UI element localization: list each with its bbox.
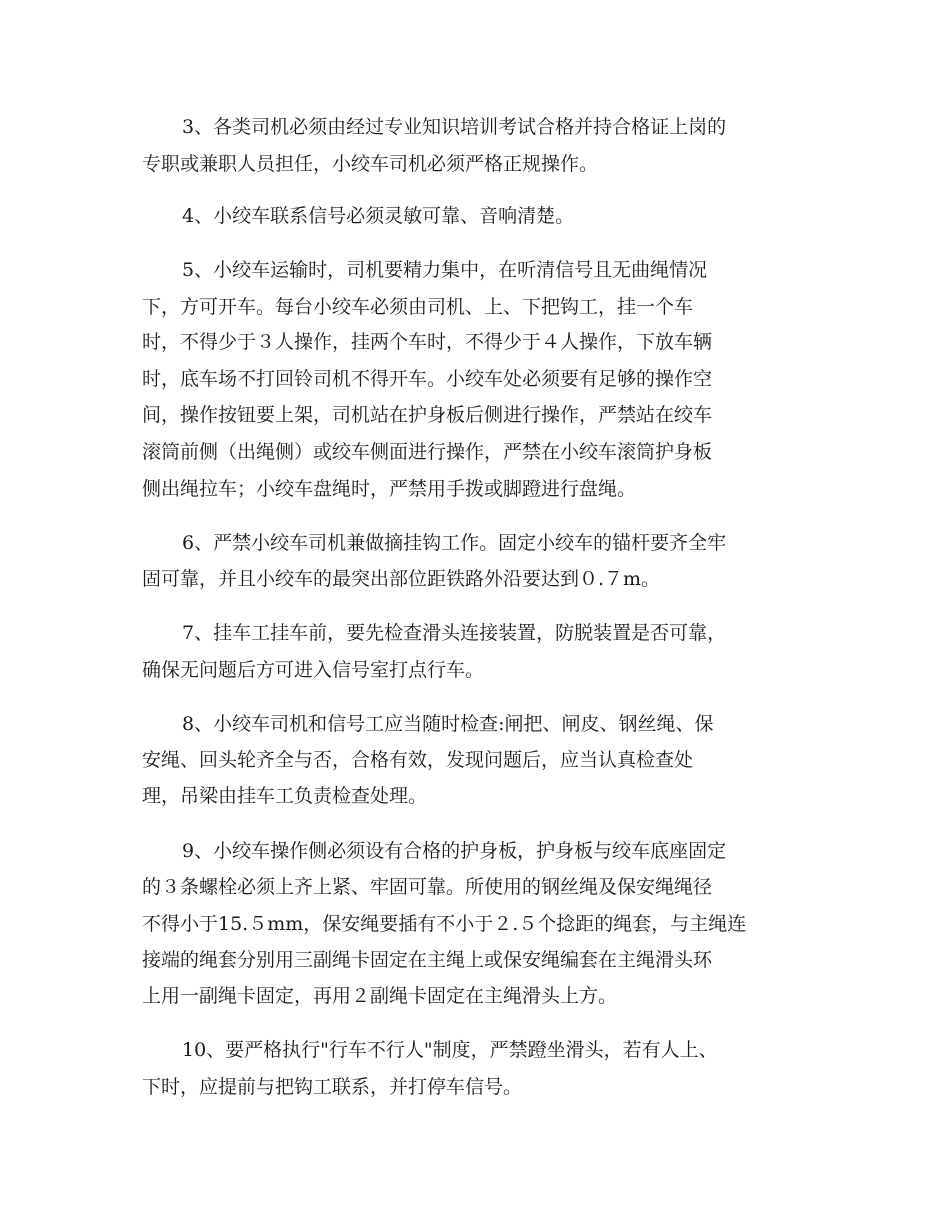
text-line: 专职或兼职人员担任，小绞车司机必须严格正规操作。 [142, 153, 599, 175]
text-line: 时，不得少于３人操作，挂两个车时，不得少于４人操作，下放车辆 [142, 331, 713, 353]
text-line: 不得小于15.５mm，保安绳要插有不小于２.５个捻距的绳套，与主绳连 [142, 913, 747, 935]
text-line: 7、挂车工挂车前，要先检查滑头连接装置，防脱装置是否可靠， [182, 622, 727, 644]
text-line: 5、小绞车运输时，司机要精力集中，在听清信号且无曲绳情况 [182, 259, 708, 281]
text-line: 接端的绳套分别用三副绳卡固定在主绳上或保安绳编套在主绳滑头环 [142, 949, 713, 971]
text-line: 下时，应提前与把钩工联系，并打停车信号。 [142, 1076, 523, 1098]
text-line: 3、各类司机必须由经过专业知识培训考试合格并持合格证上岗的 [182, 116, 727, 138]
text-line: 4、小绞车联系信号必须灵敏可靠、音响清楚。 [182, 205, 575, 227]
text-line: 8、小绞车司机和信号工应当随时检查:闸把、闸皮、钢丝绳、保 [182, 713, 714, 735]
text-line: 时，底车场不打回铃司机不得开车。小绞车处必须要有足够的操作空 [142, 368, 713, 390]
text-line: 固可靠，并且小绞车的最突出部位距铁路外沿要达到０.７m。 [142, 568, 661, 590]
text-line: 理，吊梁由挂车工负责检查处理。 [142, 785, 428, 807]
text-line: 下，方可开车。每台小绞车必须由司机、上、下把钩工，挂一个车 [142, 296, 694, 318]
text-line: 滚筒前侧（出绳侧）或绞车侧面进行操作，严禁在小绞车滚筒护身板 [142, 441, 713, 463]
text-line: 10、要严格执行"行车不行人"制度，严禁蹬坐滑头，若有人上、 [182, 1039, 718, 1061]
text-line: 确保无问题后方可进入信号室打点行车。 [142, 659, 485, 681]
text-line: 侧出绳拉车；小绞车盘绳时，严禁用手拨或脚蹬进行盘绳。 [142, 478, 637, 500]
text-line: 9、小绞车操作侧必须设有合格的护身板，护身板与绞车底座固定 [182, 840, 727, 862]
text-line: 的３条螺栓必须上齐上紧、牢固可靠。所使用的钢丝绳及保安绳绳径 [142, 876, 713, 898]
text-line: 安绳、回头轮齐全与否，合格有效，发现问题后，应当认真检查处 [142, 749, 694, 771]
text-line: 间，操作按钮要上架，司机站在护身板后侧进行操作，严禁站在绞车 [142, 404, 713, 426]
text-line: 6、严禁小绞车司机兼做摘挂钩工作。固定小绞车的锚杆要齐全牢 [182, 532, 727, 554]
text-line: 上用一副绳卡固定，再用２副绳卡固定在主绳滑头上方。 [142, 985, 618, 1007]
